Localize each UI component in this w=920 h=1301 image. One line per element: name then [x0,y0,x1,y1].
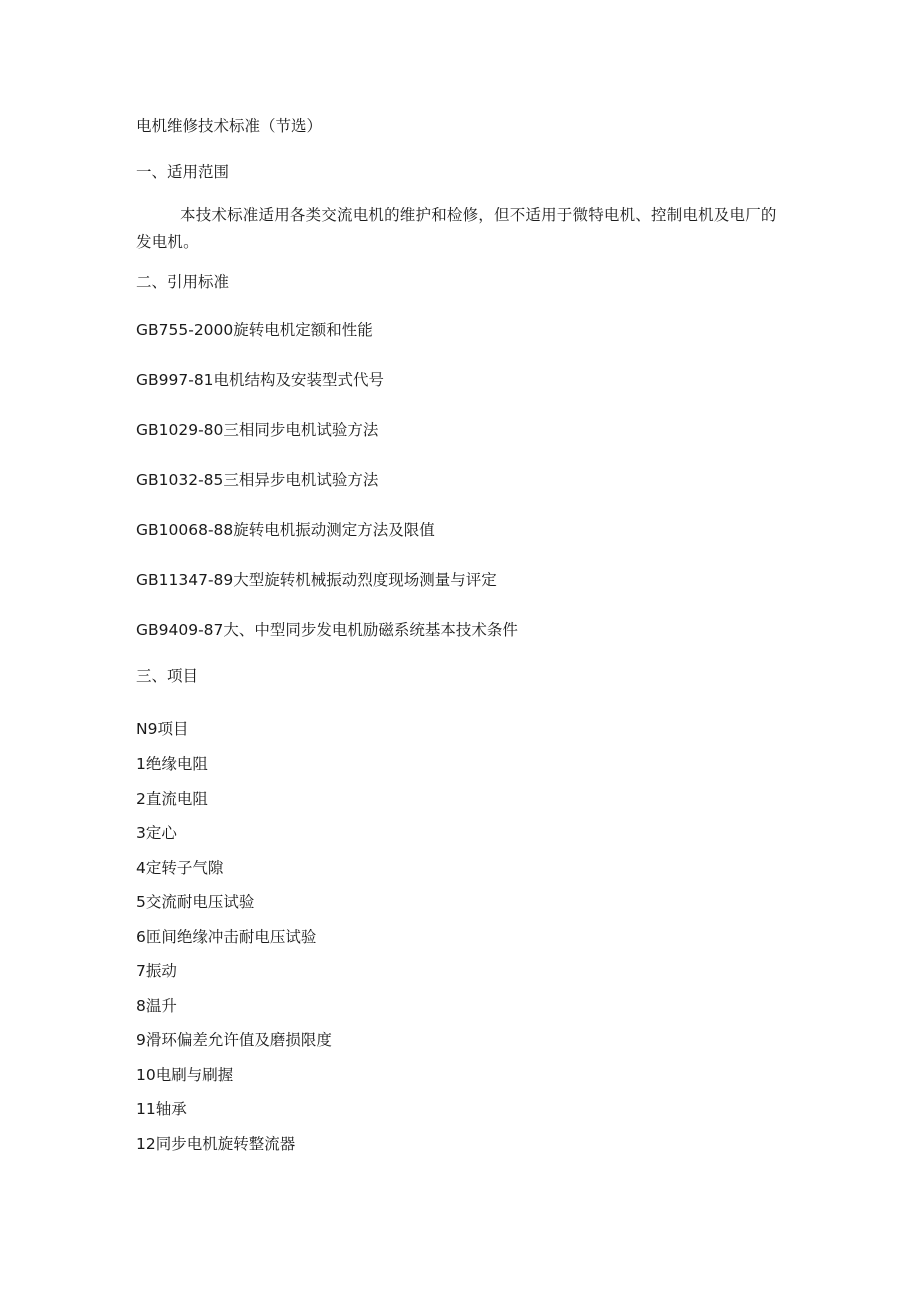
reference-item: GB11347-89大型旋转机械振动烈度现场测量与评定 [136,571,497,589]
section-heading-scope: 一、适用范围 [136,163,230,181]
reference-item: GB755-2000旋转电机定额和性能 [136,321,373,339]
item-entry: 2直流电阻 [136,790,208,808]
section-heading-references: 二、引用标准 [136,273,230,291]
item-entry: 10电刷与刷握 [136,1066,234,1084]
item-entry: 5交流耐电压试验 [136,893,255,911]
reference-item: GB1029-80三相同步电机试验方法 [136,421,379,439]
item-entry: 4定转子气隙 [136,859,224,877]
reference-item: GB9409-87大、中型同步发电机励磁系统基本技术条件 [136,621,518,639]
item-entry: 9滑环偏差允许值及磨损限度 [136,1031,332,1049]
item-entry: 8温升 [136,997,177,1015]
item-entry: 7振动 [136,962,177,980]
item-entry: 3定心 [136,824,177,842]
item-entry: 12同步电机旋转整流器 [136,1135,296,1153]
items-header: N9项目 [136,720,189,738]
reference-item: GB1032-85三相异步电机试验方法 [136,471,379,489]
item-entry: 11轴承 [136,1100,187,1118]
document-title: 电机维修技术标准（节选） [136,117,323,135]
section-heading-items: 三、项目 [136,667,199,685]
item-entry: 1绝缘电阻 [136,755,208,773]
item-entry: 6匝间绝缘冲击耐电压试验 [136,928,317,946]
scope-paragraph: 本技术标准适用各类交流电机的维护和检修，但不适用于微特电机、控制电机及电厂的发电机。 [136,206,777,251]
reference-item: GB997-81电机结构及安装型式代号 [136,371,385,389]
reference-item: GB10068-88旋转电机振动测定方法及限值 [136,521,435,539]
